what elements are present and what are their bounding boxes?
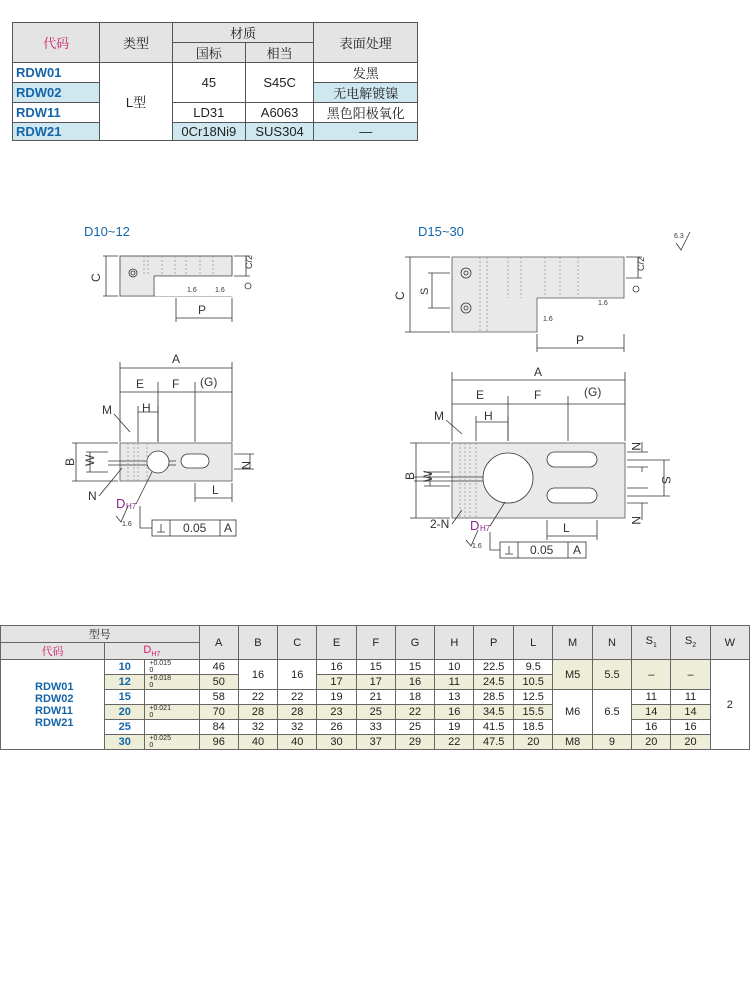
surface-cell: 发黑 <box>314 63 418 83</box>
col-header: F <box>356 626 395 660</box>
svg-text:D: D <box>116 496 126 511</box>
cell: 25 <box>356 705 395 720</box>
right-top-view <box>403 365 673 558</box>
cell: 19 <box>435 720 474 735</box>
svg-text:F: F <box>534 388 542 402</box>
type-cell: L型 <box>100 63 173 141</box>
svg-text:S: S <box>419 287 431 295</box>
material-table <box>12 22 418 141</box>
cell: – <box>632 660 671 690</box>
col-header: C <box>278 626 317 660</box>
svg-text:A: A <box>172 352 181 366</box>
svg-text:P: P <box>576 333 585 347</box>
cell: M8 <box>553 735 592 750</box>
cell: 5.5 <box>592 660 631 690</box>
col-header-s1: $S_1$ <box>632 626 671 660</box>
roughness-icon <box>674 232 690 250</box>
cell: 47.5 <box>474 735 514 750</box>
cell: 13 <box>435 690 474 705</box>
svg-text:N: N <box>629 442 643 451</box>
cell: 17 <box>317 675 356 690</box>
cell: 9.5 <box>513 660 553 675</box>
cell: 28.5 <box>474 690 514 705</box>
d-tolerance: +0.018 0 <box>145 675 199 690</box>
svg-text:W: W <box>83 454 97 466</box>
right-title: D15~30 <box>418 224 464 239</box>
svg-text:A: A <box>534 365 543 379</box>
cell: 11 <box>435 675 474 690</box>
col-header: W <box>710 626 749 660</box>
cell: 40 <box>278 735 317 750</box>
svg-text:B: B <box>63 457 77 466</box>
cell: 24.5 <box>474 675 514 690</box>
surface-cell: 无电解镀镍 <box>314 83 418 103</box>
svg-text:M: M <box>102 403 112 417</box>
cell: 22 <box>435 735 474 750</box>
col-header: M <box>553 626 592 660</box>
cell: 41.5 <box>474 720 514 735</box>
std-cell: 45 <box>172 63 245 103</box>
cell: 96 <box>199 735 238 750</box>
cell: 2 <box>710 660 749 750</box>
svg-text:L: L <box>563 521 570 535</box>
cell: 12.5 <box>513 690 553 705</box>
cell: 58 <box>199 690 238 705</box>
d-tolerance: +0.021 0 <box>145 705 199 720</box>
svg-text:C: C <box>393 291 407 300</box>
svg-text:E: E <box>476 388 485 402</box>
col-header: H <box>435 626 474 660</box>
cell: 10 <box>435 660 474 675</box>
col-header-s2: $S_2$ <box>671 626 710 660</box>
cell: 16 <box>278 660 317 690</box>
cell: 22 <box>238 690 277 705</box>
svg-text:D: D <box>470 518 480 533</box>
cell: 30 <box>317 735 356 750</box>
cell: 9 <box>592 735 631 750</box>
cell: 23 <box>317 705 356 720</box>
svg-text:W: W <box>421 470 435 482</box>
right-side-view <box>393 257 646 352</box>
cell: M6 <box>553 690 592 735</box>
equiv-cell: SUS304 <box>245 123 314 141</box>
col-header: L <box>513 626 553 660</box>
svg-text:E: E <box>136 377 145 391</box>
svg-text:1.6: 1.6 <box>472 543 482 550</box>
svg-text:F: F <box>172 377 180 391</box>
std-cell: 0Cr18Ni9 <box>172 123 245 141</box>
cell: 84 <box>199 720 238 735</box>
code-cell: RDW02 <box>13 83 100 103</box>
svg-text:M: M <box>434 409 444 423</box>
svg-text:N: N <box>629 516 643 525</box>
svg-text:C/2: C/2 <box>244 254 254 269</box>
std-header: 国标 <box>172 43 245 63</box>
cell: 46 <box>199 660 238 675</box>
cell: 50 <box>199 675 238 690</box>
equiv-header: 相当 <box>245 43 314 63</box>
type-header: 类型 <box>100 23 173 63</box>
svg-text:H: H <box>484 409 493 423</box>
svg-text:A: A <box>224 521 233 535</box>
svg-text:H7: H7 <box>480 524 491 533</box>
cell: 16 <box>238 660 277 690</box>
left-title: D10~12 <box>84 224 130 239</box>
cell: 15 <box>356 660 395 675</box>
code-header: 代码 <box>13 23 100 63</box>
d-value: 20 <box>105 705 145 720</box>
cell: 16 <box>671 720 710 735</box>
std-cell: LD31 <box>172 103 245 123</box>
code-list: RDW01 RDW02 RDW11 RDW21 <box>1 660 105 750</box>
d-value: 12 <box>105 675 145 690</box>
svg-text:(G): (G) <box>584 385 602 399</box>
flatness-tolerance: 0.05 <box>530 543 554 557</box>
cell: 22.5 <box>474 660 514 675</box>
d-tolerance <box>145 690 199 705</box>
d-header: $D_{H7}$ <box>105 643 199 660</box>
cell: 11 <box>671 690 710 705</box>
cell: 25 <box>395 720 434 735</box>
svg-text:1.6: 1.6 <box>598 300 608 307</box>
col-header: N <box>592 626 631 660</box>
cell: 70 <box>199 705 238 720</box>
cell: 20 <box>632 735 671 750</box>
svg-text:6.3: 6.3 <box>674 233 684 240</box>
svg-text:B: B <box>403 471 417 480</box>
cell: 22 <box>395 705 434 720</box>
cell: 10.5 <box>513 675 553 690</box>
col-header: E <box>317 626 356 660</box>
d-tolerance <box>145 720 199 735</box>
cell: 16 <box>435 705 474 720</box>
col-header: B <box>238 626 277 660</box>
d-value: 25 <box>105 720 145 735</box>
cell: 28 <box>278 705 317 720</box>
code-header: 代码 <box>1 643 105 660</box>
col-header: P <box>474 626 514 660</box>
svg-text:P: P <box>198 303 207 317</box>
cell: 40 <box>238 735 277 750</box>
svg-text:1.6: 1.6 <box>543 316 553 323</box>
cell: 18.5 <box>513 720 553 735</box>
cell: 16 <box>395 675 434 690</box>
code-cell: RDW11 <box>13 103 100 123</box>
svg-text:1.6: 1.6 <box>187 287 197 294</box>
d-value: 10 <box>105 660 145 675</box>
cell: 18 <box>395 690 434 705</box>
cell: 33 <box>356 720 395 735</box>
cell: 21 <box>356 690 395 705</box>
cell: 16 <box>317 660 356 675</box>
cell: 32 <box>278 720 317 735</box>
cell: 37 <box>356 735 395 750</box>
cell: 32 <box>238 720 277 735</box>
equiv-cell: A6063 <box>245 103 314 123</box>
cell: 14 <box>671 705 710 720</box>
cell: 19 <box>317 690 356 705</box>
d-tolerance: +0.015 0 <box>145 660 199 675</box>
svg-text:N: N <box>239 461 253 470</box>
svg-text:1.6: 1.6 <box>215 287 225 294</box>
technical-drawings <box>0 210 750 610</box>
svg-text:C: C <box>89 273 103 282</box>
cell: M5 <box>553 660 592 690</box>
cell: 26 <box>317 720 356 735</box>
model-header: 型号 <box>1 626 200 643</box>
spec-table <box>0 625 750 750</box>
cell: 15 <box>395 660 434 675</box>
col-header: A <box>199 626 238 660</box>
svg-text:L: L <box>212 483 219 497</box>
cell: 14 <box>632 705 671 720</box>
svg-text:A: A <box>573 543 582 557</box>
flatness-tolerance: 0.05 <box>183 521 207 535</box>
svg-text:N: N <box>88 489 97 503</box>
equiv-cell: S45C <box>245 63 314 103</box>
d-tolerance: +0.025 0 <box>145 735 199 750</box>
surface-cell: 黑色阳极氧化 <box>314 103 418 123</box>
code-cell: RDW21 <box>13 123 100 141</box>
cell: 11 <box>632 690 671 705</box>
cell: 20 <box>513 735 553 750</box>
left-top-view <box>63 352 254 536</box>
d-value: 30 <box>105 735 145 750</box>
col-header: G <box>395 626 434 660</box>
cell: 16 <box>632 720 671 735</box>
cell: 15.5 <box>513 705 553 720</box>
surface-header: 表面处理 <box>314 23 418 63</box>
cell: – <box>671 660 710 690</box>
svg-text:2-N: 2-N <box>430 517 450 531</box>
svg-text:H7: H7 <box>126 502 137 511</box>
cell: 6.5 <box>592 690 631 735</box>
material-header: 材质 <box>172 23 313 43</box>
svg-text:(G): (G) <box>200 375 218 389</box>
cell: 17 <box>356 675 395 690</box>
svg-text:H: H <box>142 401 151 415</box>
code-cell: RDW01 <box>13 63 100 83</box>
left-side-view <box>89 255 254 322</box>
svg-text:1.6: 1.6 <box>122 521 132 528</box>
cell: 28 <box>238 705 277 720</box>
surface-cell: — <box>314 123 418 141</box>
cell: 20 <box>671 735 710 750</box>
svg-text:S: S <box>659 476 673 485</box>
cell: 22 <box>278 690 317 705</box>
cell: 29 <box>395 735 434 750</box>
svg-text:C/2: C/2 <box>636 256 646 271</box>
cell: 34.5 <box>474 705 514 720</box>
d-value: 15 <box>105 690 145 705</box>
